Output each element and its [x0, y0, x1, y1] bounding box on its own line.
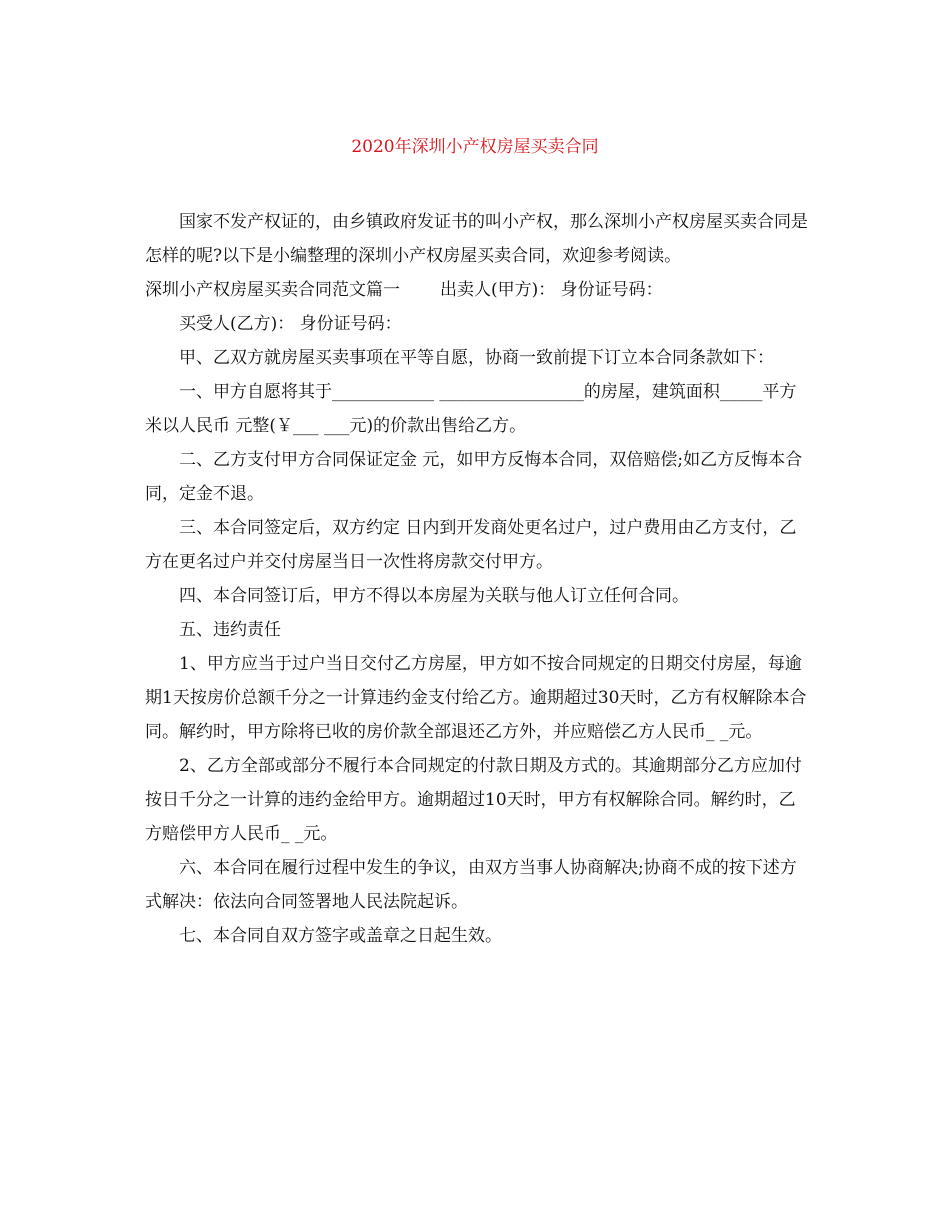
- clause-5-2: 2、乙方全部或部分不履行本合同规定的付款日期及方式的。其逾期部分乙方应加付按日千分之一计算的违约金给甲方。逾期超过10天时，甲方有权解除合同。解约时，乙方赔偿甲方人民币_ _元。: [145, 756, 802, 844]
- clause-5-heading: 五、违约责任: [179, 620, 281, 640]
- seller-line: 出卖人(甲方)： 身份证号码：: [440, 280, 663, 300]
- clause-5-1: 1、甲方应当于过户当日交付乙方房屋，甲方如不按合同规定的日期交付房屋，每逾期1天按房价总额千分之一计算违约金支付给乙方。逾期超过30天时，乙方有权解除本合同。解约时，甲方除将已收的房价款全部退还乙方外，并应赔偿乙方人民币_ _元。: [145, 654, 807, 742]
- document-body: [145, 205, 809, 953]
- buyer-line: 买受人(乙方)： 身份证号码：: [179, 314, 402, 334]
- document-title: 2020年深圳小产权房屋买卖合同: [351, 137, 599, 157]
- sample-heading: 深圳小产权房屋买卖合同范文篇一: [145, 280, 400, 300]
- clause-6: 六、本合同在履行过程中发生的争议，由双方当事人协商解决;协商不成的按下述方式解决：依法向合同签署地人民法院起诉。: [145, 858, 797, 912]
- intro-paragraph: 国家不发产权证的，由乡镇政府发证书的叫小产权，那么深圳小产权房屋买卖合同是怎样的呢?以下是小编整理的深圳小产权房屋买卖合同，欢迎参考阅读。: [145, 212, 808, 266]
- clause-2: 二、乙方支付甲方合同保证定金 元，如甲方反悔本合同，双倍赔偿;如乙方反悔本合同，定金不退。: [145, 450, 803, 504]
- clause-1: 一、甲方自愿将其于____________ _________________的房屋，建筑面积_____平方米以人民币 元整(￥___ ___元)的价款出售给乙方。: [145, 382, 797, 436]
- clause-4: 四、本合同签订后，甲方不得以本房屋为关联与他人订立任何合同。: [179, 586, 689, 606]
- preamble-paragraph: 甲、乙双方就房屋买卖事项在平等自愿，协商一致前提下订立本合同条款如下：: [179, 348, 774, 368]
- clause-3: 三、本合同签定后，双方约定 日内到开发商处更名过户，过户费用由乙方支付，乙方在更名过户并交付房屋当日一次性将房款交付甲方。: [145, 518, 797, 572]
- clause-7: 七、本合同自双方签字或盖章之日起生效。: [179, 926, 502, 946]
- sample-heading-line: [145, 273, 809, 307]
